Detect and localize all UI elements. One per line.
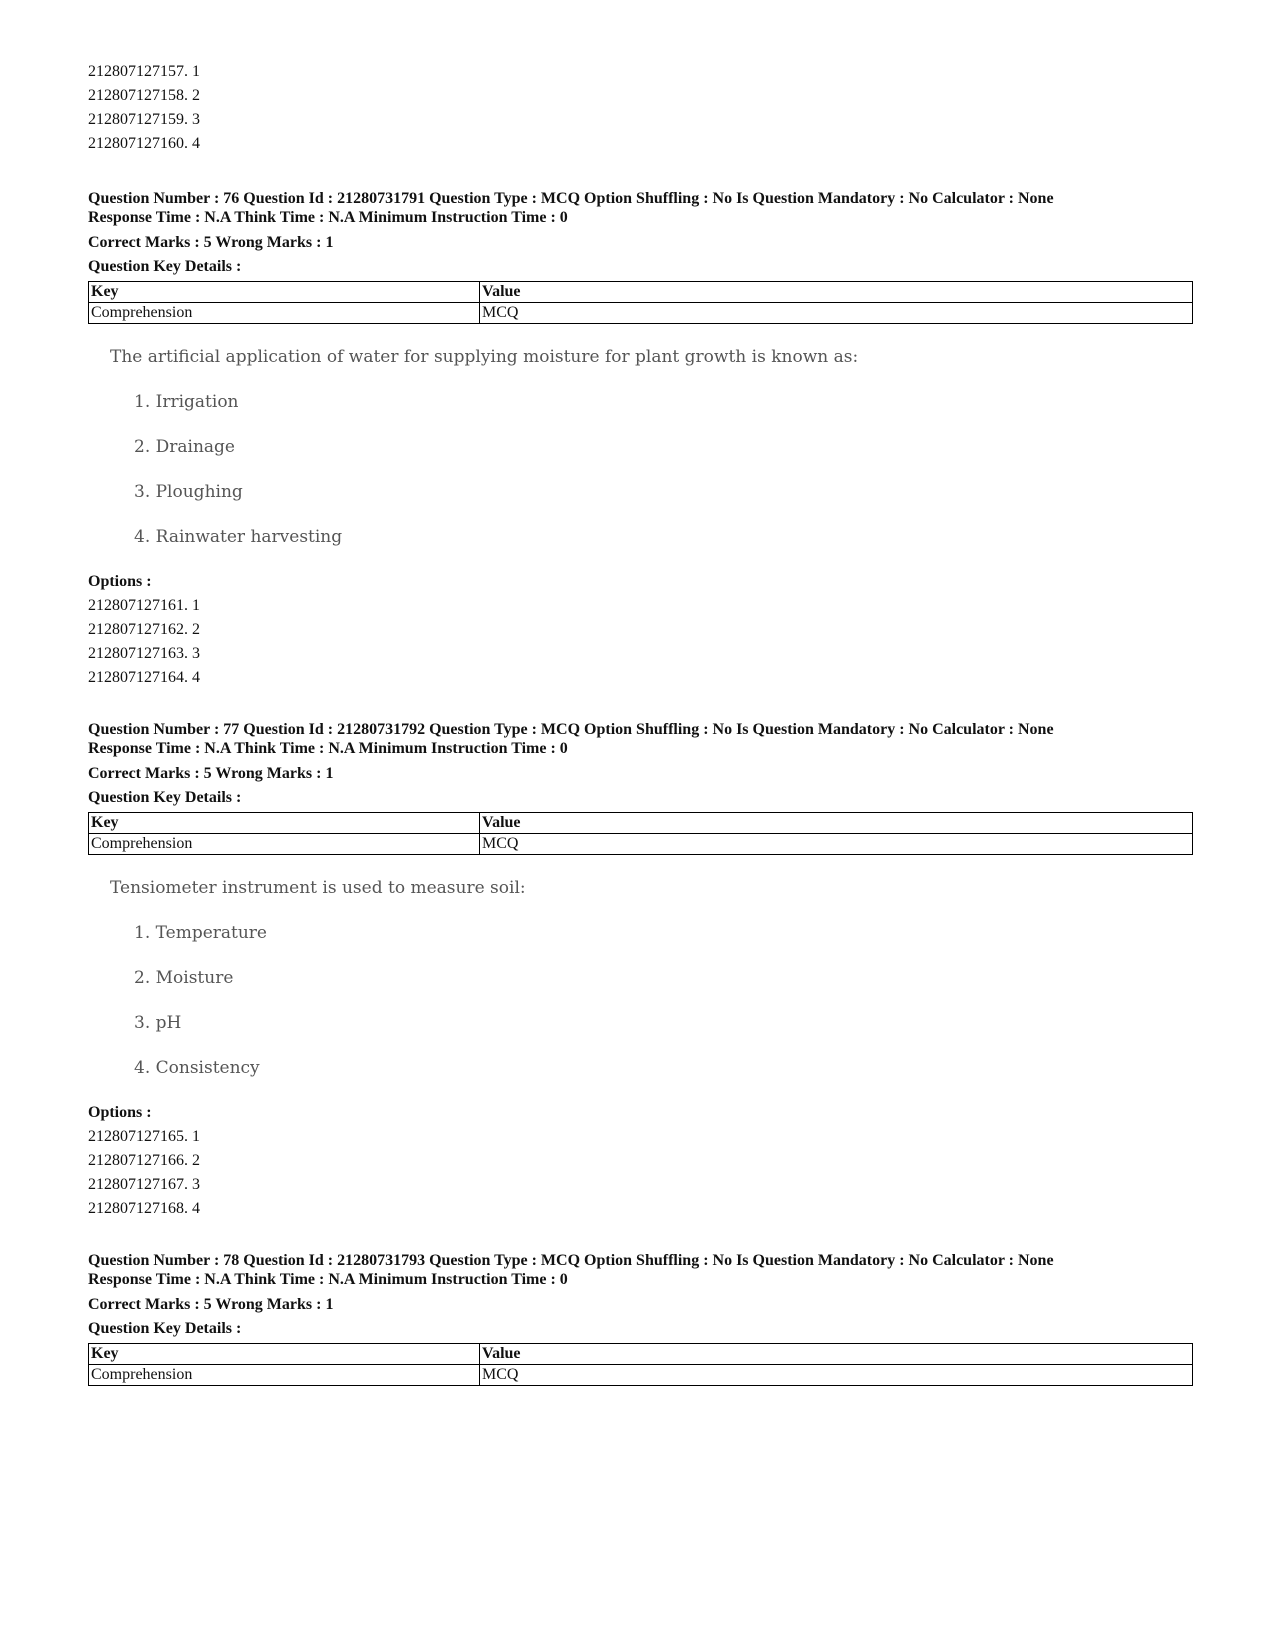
key-details-label: Question Key Details : <box>88 1320 242 1337</box>
document-page <box>88 60 1193 1386</box>
question-image <box>110 877 1193 1079</box>
question-choice: 2. Drainage <box>134 437 235 457</box>
option-line: 212807127164. 4 <box>88 669 200 686</box>
key-details-table <box>88 812 1193 855</box>
option-line: 212807127158. 2 <box>88 87 200 104</box>
option-line: 212807127165. 1 <box>88 1128 200 1145</box>
options-section <box>88 1101 1193 1221</box>
key-details-label: Question Key Details : <box>88 258 242 275</box>
options-label: Options : <box>88 1104 152 1121</box>
question-choice: 4. Rainwater harvesting <box>134 527 343 547</box>
table-header-key: Key <box>89 813 480 834</box>
question-text: The artificial application of water for supplying moisture for plant growth is known as: <box>110 347 859 367</box>
question-header-line1: Question Number : 77 Question Id : 21280731792 Question Type : MCQ Option Shuffling : No Is Question Mandatory : No Calculator : None <box>88 721 1054 738</box>
question-image <box>110 346 1193 548</box>
question-choice: 3. Ploughing <box>134 482 243 502</box>
question-choice: 3. pH <box>134 1013 182 1033</box>
table-cell-value: MCQ <box>480 834 1193 855</box>
option-line: 212807127162. 2 <box>88 621 200 638</box>
option-line: 212807127161. 1 <box>88 597 200 614</box>
table-cell-key: Comprehension <box>89 834 480 855</box>
key-details-table <box>88 281 1193 324</box>
table-header-value: Value <box>480 813 1193 834</box>
question-marks: Correct Marks : 5 Wrong Marks : 1 <box>88 1296 334 1313</box>
table-header-key: Key <box>89 282 480 303</box>
option-line: 212807127160. 4 <box>88 135 200 152</box>
question-choice: 2. Moisture <box>134 968 234 988</box>
question-header-line2: Response Time : N.A Think Time : N.A Minimum Instruction Time : 0 <box>88 1271 568 1288</box>
question-choice: 1. Temperature <box>134 923 267 943</box>
table-header-key: Key <box>89 1344 480 1365</box>
table-cell-key: Comprehension <box>89 1365 480 1386</box>
options-section <box>88 570 1193 690</box>
option-line: 212807127166. 2 <box>88 1152 200 1169</box>
question-header-line2: Response Time : N.A Think Time : N.A Minimum Instruction Time : 0 <box>88 740 568 757</box>
question-block-76 <box>88 189 1193 690</box>
option-line: 212807127157. 1 <box>88 63 200 80</box>
table-cell-key: Comprehension <box>89 303 480 324</box>
option-line: 212807127163. 3 <box>88 645 200 662</box>
question-marks: Correct Marks : 5 Wrong Marks : 1 <box>88 234 334 251</box>
options-label: Options : <box>88 573 152 590</box>
question-choice: 1. Irrigation <box>134 392 239 412</box>
key-details-table <box>88 1343 1193 1386</box>
question-choice: 4. Consistency <box>134 1058 260 1078</box>
question-text: Tensiometer instrument is used to measure soil: <box>110 878 526 898</box>
option-line: 212807127159. 3 <box>88 111 200 128</box>
question-header-line1: Question Number : 78 Question Id : 21280731793 Question Type : MCQ Option Shuffling : No Is Question Mandatory : No Calculator : None <box>88 1252 1054 1269</box>
table-cell-value: MCQ <box>480 303 1193 324</box>
question-marks: Correct Marks : 5 Wrong Marks : 1 <box>88 765 334 782</box>
table-header-value: Value <box>480 1344 1193 1365</box>
question-block-78 <box>88 1251 1193 1386</box>
table-header-value: Value <box>480 282 1193 303</box>
option-line: 212807127167. 3 <box>88 1176 200 1193</box>
question-header-line1: Question Number : 76 Question Id : 21280731791 Question Type : MCQ Option Shuffling : No Is Question Mandatory : No Calculator : None <box>88 190 1054 207</box>
top-options-list <box>88 60 1193 156</box>
option-line: 212807127168. 4 <box>88 1200 200 1217</box>
question-header-line2: Response Time : N.A Think Time : N.A Minimum Instruction Time : 0 <box>88 209 568 226</box>
question-block-77 <box>88 720 1193 1221</box>
table-cell-value: MCQ <box>480 1365 1193 1386</box>
key-details-label: Question Key Details : <box>88 789 242 806</box>
